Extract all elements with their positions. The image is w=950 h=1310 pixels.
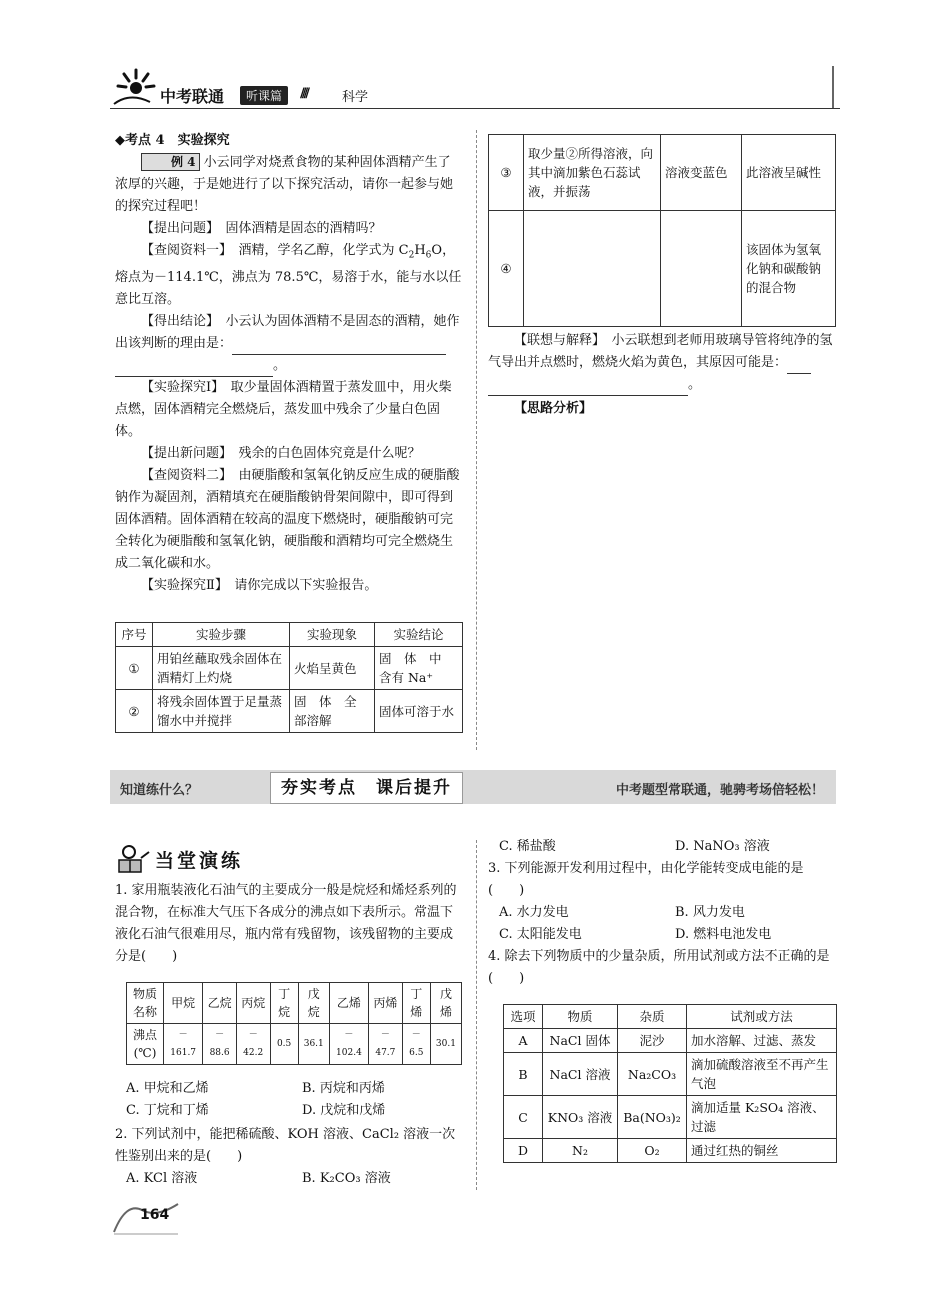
- option-b[interactable]: B. 风力发电: [675, 905, 745, 920]
- experiment-2: 【实验探究Ⅱ】 请你完成以下实验报告。: [141, 577, 378, 593]
- right-column-text: [488, 330, 838, 420]
- example-intro: [115, 152, 463, 218]
- example-label: 例 4: [141, 153, 200, 171]
- question-2-block: [115, 1124, 465, 1190]
- practice-title: 当堂演练: [155, 850, 244, 872]
- table-row: ③ 取少量②所得溶液，向其中滴加紫色石蕊试液，并振荡 溶液变蓝色 此溶液呈碱性: [489, 135, 836, 211]
- option-c[interactable]: C. 太阳能发电: [499, 927, 582, 942]
- think-explain: 【联想与解释】 小云联想到老师用玻璃导管将纯净的氢气导出并点燃时，燃烧火焰为黄色，其原因可能是：: [488, 330, 838, 374]
- option-b[interactable]: B. K₂CO₃ 溶液: [302, 1171, 391, 1186]
- question-1-block: [115, 880, 465, 968]
- q1-options: [126, 1078, 466, 1122]
- table-row: D N₂ O₂ 通过红热的铜丝: [504, 1139, 837, 1163]
- table-row: 物质名称 甲烷 乙烷 丙烷 丁烷 戊烷 乙烯 丙烯 丁烯 戊烯: [127, 983, 462, 1024]
- section-badge: 听课篇: [240, 86, 288, 105]
- table-row: ② 将残余固体置于足量蒸馏水中并搅拌 固 体 全 部溶解 固体可溶于水: [116, 690, 463, 733]
- answer-cell-step[interactable]: [524, 211, 661, 327]
- question-2: 【提出新问题】 残余的白色固体究竟是什么呢？: [141, 445, 421, 461]
- info-1: 【查阅资料一】 酒精，学名乙醇，化学式为 $C_2H_6O$，熔点为－114.1℃，沸点为 78.5℃，易溶于水，能与水以任意比互溶。: [115, 243, 462, 307]
- info-2: 【查阅资料二】 由硬脂酸和氢氧化钠反应生成的硬脂酸钠作为凝固剂，酒精填充在硬脂酸钠骨架间隙中，即可得到固体酒精。固体酒精在较高的温度下燃烧时，硬脂酸钠可完全转化为硬脂酸和氢氧化钠，硬脂酸和酒精均可完全燃烧生成二氧化碳和水。: [115, 467, 460, 571]
- option-d[interactable]: D. NaNO₃ 溶液: [675, 839, 770, 854]
- table-header-row: 选项 物质 杂质 试剂或方法: [504, 1005, 837, 1029]
- decor-slashes: ////: [300, 86, 307, 101]
- table-header-row: 序号 实验步骤 实验现象 实验结论: [116, 623, 463, 647]
- question-1: 【提出问题】 固体酒精是固态的酒精吗？: [141, 221, 382, 236]
- banner-title: 夯实考点 课后提升: [270, 772, 463, 804]
- table-row: C KNO₃ 溶液 Ba(NO₃)₂ 滴加适量 K₂SO₄ 溶液、过滤: [504, 1096, 837, 1139]
- student-reading-icon: [115, 844, 151, 878]
- table-row: A NaCl 固体 泥沙 加水溶解、过滤、蒸发: [504, 1029, 837, 1053]
- conclusion-1: 【得出结论】 小云认为固体酒精不是固态的酒精，她作出该判断的理由是：: [115, 311, 463, 355]
- q3-stem: 3. 下列能源开发利用过程中，由化学能转变成电能的是( ): [488, 861, 804, 898]
- right-practice: [488, 836, 838, 990]
- q1-stem: 1. 家用瓶装液化石油气的主要成分一般是烷烃和烯烃系列的混合物，在标准大气压下各成分的沸点如下表所示。常温下液化石油气很难用尽，瓶内常有残留物，该残留物的主要成分是( ): [115, 883, 457, 964]
- table-row: 沸点(℃) －161.7 －88.6 －42.2 0.5 36.1 －102.4 －47.7 －6.5 30.1: [127, 1024, 462, 1065]
- column-divider-top: [476, 130, 477, 750]
- impurity-table: [503, 1004, 837, 1163]
- header-edge: [832, 66, 834, 108]
- conclusion-1-cont: 。: [115, 355, 463, 377]
- q4-stem: 4. 除去下列物质中的少量杂质，所用试剂或方法不正确的是( ): [488, 949, 830, 986]
- sun-logo-icon: [110, 66, 158, 106]
- option-a[interactable]: A. 水力发电: [499, 905, 569, 920]
- section-title: ◆考点 4 实验探究: [115, 133, 230, 148]
- option-d[interactable]: D. 燃料电池发电: [675, 927, 772, 942]
- table-row: B NaCl 溶液 Na₂CO₃ 滴加硫酸溶液至不再产生气泡: [504, 1053, 837, 1096]
- option-b[interactable]: B. 丙烷和丙烯: [302, 1081, 385, 1096]
- experiment-1: 【实验探究Ⅰ】 取少量固体酒精置于蒸发皿中，用火柴点燃，固体酒精完全燃烧后，蒸发皿中残余了少量白色固体。: [115, 379, 452, 439]
- column-divider-bottom: [476, 840, 477, 1190]
- intro-text: 小云同学对烧煮食物的某种固体酒精产生了浓厚的兴趣，于是她进行了以下探究活动，请你一起参与她的探究过程吧！: [115, 155, 454, 214]
- subject-label: 科学: [342, 90, 369, 105]
- answer-blank-3[interactable]: [787, 373, 811, 374]
- left-column: [115, 130, 463, 597]
- option-a[interactable]: A. KCl 溶液: [126, 1171, 198, 1186]
- q2-stem: 2. 下列试剂中，能把稀硫酸、KOH 溶液、CaCl₂ 溶液一次性鉴别出来的是( ): [115, 1127, 456, 1164]
- table-row: ④ 该固体为氢氧化钠和碳酸钠的混合物: [489, 211, 836, 327]
- option-c[interactable]: C. 稀盐酸: [499, 839, 556, 854]
- analysis-heading: 【思路分析】: [514, 401, 593, 416]
- banner-right: 中考题型常联通，驰骋考场倍轻松！: [615, 783, 824, 798]
- option-d[interactable]: D. 戊烷和戊烯: [302, 1103, 386, 1118]
- experiment-table-left: [115, 622, 463, 733]
- header-rule: [110, 108, 840, 109]
- series-title: 中考联通: [160, 87, 225, 106]
- option-c[interactable]: C. 丁烷和丁烯: [126, 1103, 209, 1118]
- page-number: 164: [140, 1207, 170, 1223]
- option-a[interactable]: A. 甲烷和乙烯: [126, 1081, 209, 1096]
- boiling-point-table: [126, 982, 462, 1065]
- table-row: ① 用铂丝蘸取残余固体在酒精灯上灼烧 火焰呈黄色 固 体 中 含有 Na⁺: [116, 647, 463, 690]
- answer-blank-4[interactable]: [488, 395, 688, 396]
- banner-left: 知道练什么？: [120, 783, 199, 798]
- think-explain-cont: 。: [488, 374, 838, 396]
- experiment-table-right: [488, 134, 836, 327]
- answer-cell-phenomenon[interactable]: [661, 211, 742, 327]
- section-banner: [110, 770, 836, 804]
